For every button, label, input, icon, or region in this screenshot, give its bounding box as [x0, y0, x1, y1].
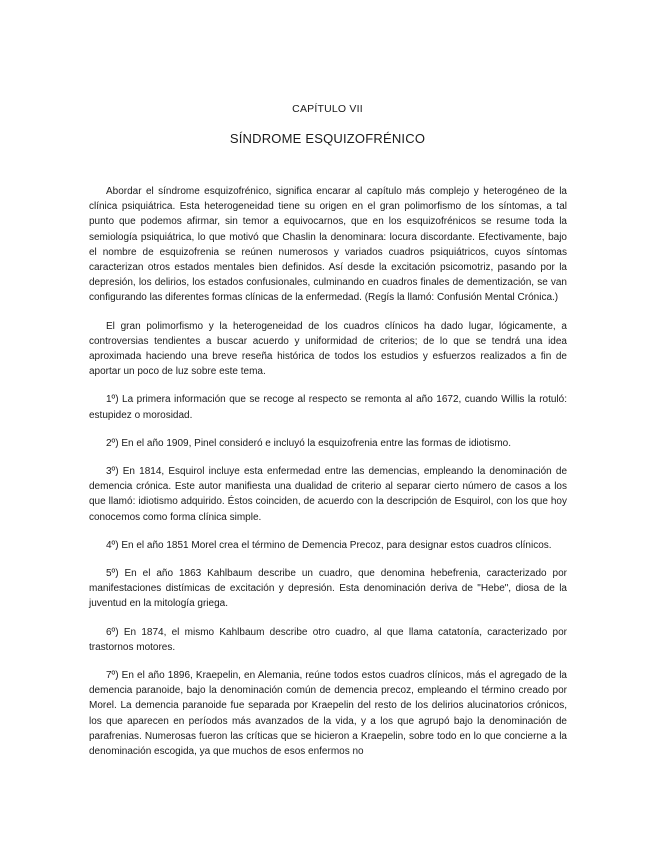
paragraph-intro: Abordar el síndrome esquizofrénico, significa encarar al capítulo más complejo y heterogéneo de la clínica psiquiátrica. Esta heterogeneidad tiene su origen en el gran polimorfismo de los síntomas, a tal punto que podemos afirmar, sin temor a equivocarnos, que en los esquizofrénicos se resume toda la semiología psiquiátrica, lo que motivó que Chaslin la denominara: locura discordante. Efectivamente, bajo el nombre de esquizofrenia se reúnen numerosos y variados cuadros psiquiátricos, cuyos síntomas caracterizan otros estados mentales bien definidos. Así desde la excitación psicomotriz, pasando por la depresión, los delirios, los estados confusionales, culminando en cuadros finales de dementización, se van configurando las diferentes formas clínicas de la enfermedad. (Regís la llamó: Confusión Mental Crónica.)	[89, 186, 567, 304]
paragraph-history-1: 1º) La primera información que se recoge al respecto se remonta al año 1672, cuando Willis la rotuló: estupidez o morosidad.	[89, 394, 567, 421]
paragraph-history-7: 7º) En el año 1896, Kraepelin, en Alemania, reúne todos estos cuadros clínicos, más el agregado de la demencia paranoide, bajo la denominación común de demencia precoz, empleando el término creado por Morel. La demencia paranoide fue separada por Kraepelin del resto de los delirios alucinatorios crónicos, los que aparecen en períodos más avanzados de la vida, y a los que agrupó bajo la denominación de parafrenias. Numerosas fueron las críticas que se hicieron a Kraepelin, sobre todo en lo que concierne a la denominación escogida, ya que muchos de esos enfermos no	[89, 670, 567, 758]
body-text	[89, 184, 567, 759]
paragraph-history-6: 6º) En 1874, el mismo Kahlbaum describe otro cuadro, al que llama catatonía, caracterizado por trastornos motores.	[89, 626, 567, 653]
paragraph-history-5: 5º) En el año 1863 Kahlbaum describe un cuadro, que denomina hebefrenia, caracterizado por manifestaciones distímicas de excitación y depresión. Esta denominación deriva de "Hebe", diosa de la juventud en la mitología griega.	[89, 568, 567, 610]
paragraph-history-4: 4º) En el año 1851 Morel crea el término de Demencia Precoz, para designar estos cuadros clínicos.	[106, 539, 552, 551]
chapter-title: SÍNDROME ESQUIZOFRÉNICO	[229, 131, 426, 146]
paragraph-polymorphism: El gran polimorfismo y la heterogeneidad de los cuadros clínicos ha dado lugar, lógicamente, a controversias tendientes a buscar acuerdo y uniformidad de criterios; de lo que se tendrá una idea aproximada haciendo una breve reseña histórica de todos los estudios y esfuerzos realizados a fin de aportar un poco de luz sobre este tema.	[89, 320, 567, 378]
paragraph-history-3: 3º) En 1814, Esquirol incluye esta enfermedad entre las demencias, empleando la denominación de demencia crónica. Este autor manifiesta una dualidad de criterio al separar cierto número de casos a los que llamó: idiotismo adquirido. Éstos coinciden, de acuerdo con la descripción de Esquirol, con los que hoy conocemos como forma clínica simple.	[89, 466, 567, 523]
paragraph-history-2: 2º) En el año 1909, Pinel consideró e incluyó la esquizofrenia entre las formas de idiotismo.	[106, 437, 511, 449]
chapter-heading: CAPÍTULO VII	[292, 103, 363, 115]
